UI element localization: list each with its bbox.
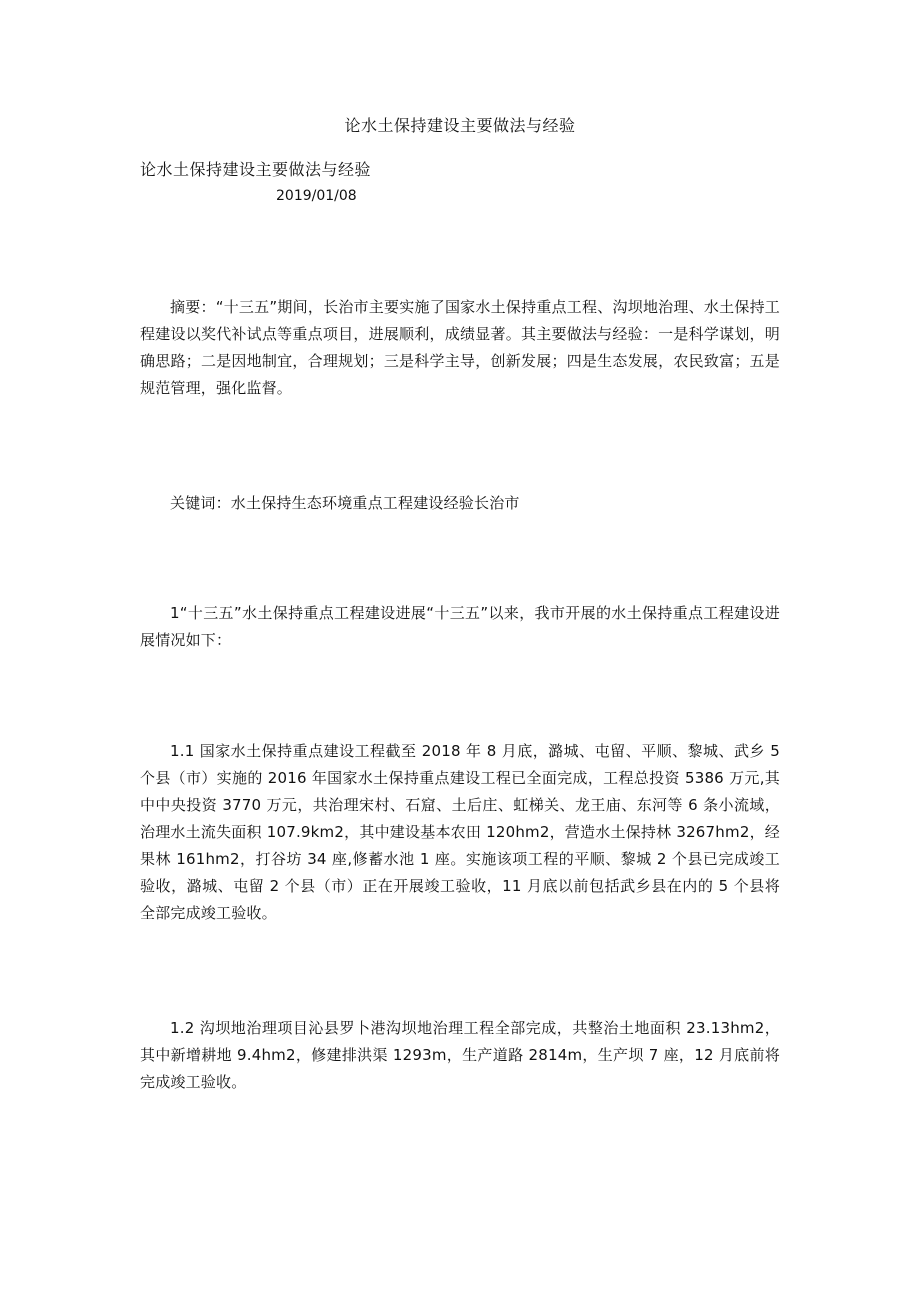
section-1-paragraph: 1“十三五”水土保持重点工程建设进展“十三五”以来，我市开展的水土保持重点工程建设进展情况如下： xyxy=(140,604,780,649)
section-1-1-paragraph: 1.1 国家水土保持重点建设工程截至 2018 年 8 月底，潞城、屯留、平顺、黎城、武乡 5 个县（市）实施的 2016 年国家水土保持重点建设工程已全面完成，工程总投资 5386 万元,其中中央投资 3770 万元，共治理宋村、石窟、土后庄、虹梯关、龙王庙、东河等 6 条小流域，治理水土流失面积 107.9km2，其中建设基本农田 120hm2，营造水土保持林 3267hm2，经果林 161hm2，打谷坊 34 座,修蓄水池 1 座。实施该项工程的平顺、黎城 2 个县已完成竣工验收，潞城、屯留 2 个县（市）正在开展竣工验收，11 月底以前包括武乡县在内的 5 个县将全部完成竣工验收。 xyxy=(140,742,780,922)
abstract-paragraph: 摘要：“十三五”期间，长治市主要实施了国家水土保持重点工程、沟坝地治理、水土保持工程建设以奖代补试点等重点项目，进展顺利，成绩显著。其主要做法与经验：一是科学谋划，明确思路；二是因地制宜，合理规划；三是科学主导，创新发展；四是生态发展，农民致富；五是规范管理，强化监督。 xyxy=(140,298,780,397)
document-subtitle: 论水土保持建设主要做法与经验 xyxy=(140,160,372,179)
section-1-2-paragraph: 1.2 沟坝地治理项目沁县罗卜港沟坝地治理工程全部完成，共整治土地面积 23.13hm2，其中新增耕地 9.4hm2，修建排洪渠 1293m，生产道路 2814m，生产坝 7 座，12 月底前将完成竣工验收。 xyxy=(140,1019,780,1091)
document-date: 2019/01/08 xyxy=(276,188,357,204)
document-title: 论水土保持建设主要做法与经验 xyxy=(344,116,576,135)
keywords-paragraph: 关键词：水土保持生态环境重点工程建设经验长治市 xyxy=(170,494,520,512)
